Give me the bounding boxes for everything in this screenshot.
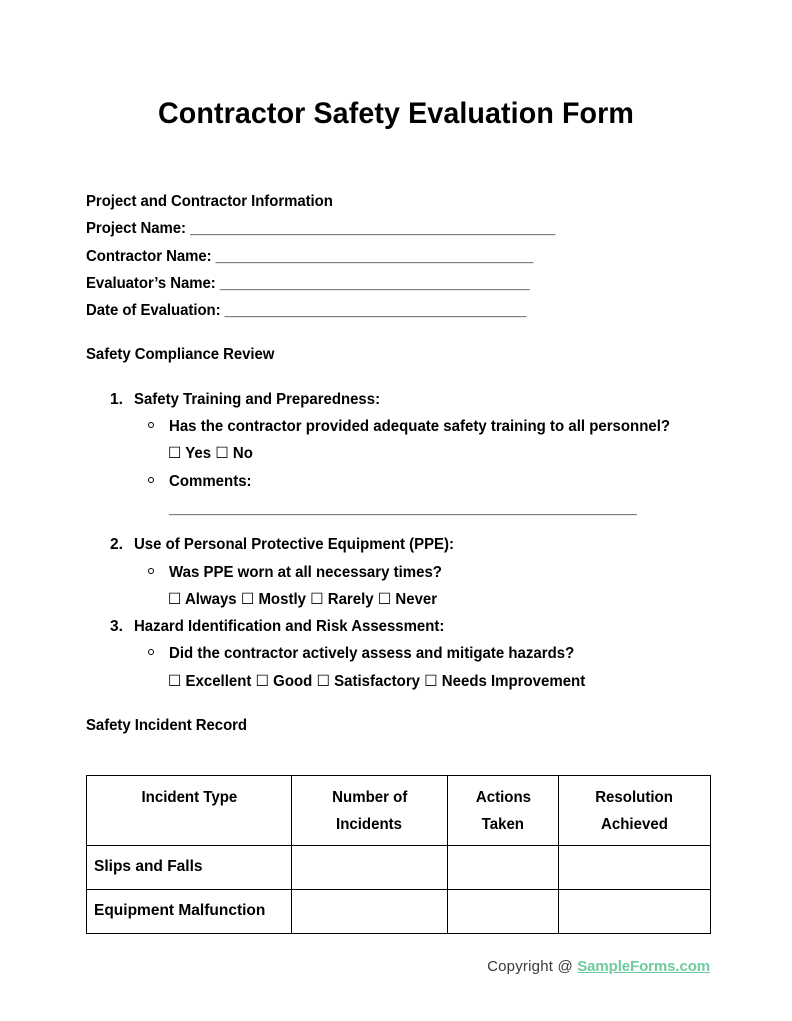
list-item-hazard-identification <box>86 613 726 695</box>
field-project-name <box>86 215 704 242</box>
comments-label-1: Comments: <box>169 472 252 490</box>
list-marker-2: 2. <box>110 536 123 554</box>
checkbox-options-1[interactable]: ☐ Yes ☐ No <box>167 445 253 463</box>
column-header-incident-type: Incident Type <box>87 776 292 846</box>
field-label-evaluator-name: Evaluator’s Name: <box>86 274 216 292</box>
section-heading-incident-record: Safety Incident Record <box>86 717 248 735</box>
comments-rule-1[interactable]: _________________________________________________________ <box>169 499 637 517</box>
question-text-1: Has the contractor provided adequate safety training to all personnel? <box>169 418 671 436</box>
circle-bullet-icon <box>148 568 154 574</box>
row-label-equipment-malfunction: Equipment Malfunction <box>87 890 292 934</box>
sub-item-comments-1 <box>134 468 726 495</box>
list-item-title-2: Use of Personal Protective Equipment (PPE): <box>134 536 455 554</box>
field-label-project-name: Project Name: <box>86 220 186 238</box>
table-row <box>87 846 711 890</box>
field-rule-evaluator-name[interactable]: _______________________________________ <box>219 274 530 292</box>
question-text-2: Was PPE worn at all necessary times? <box>169 563 442 581</box>
document-body <box>86 188 726 739</box>
field-evaluator-name <box>86 270 704 297</box>
spacer <box>86 369 726 386</box>
section-heading-project-info: Project and Contractor Information <box>86 193 333 210</box>
sub-item-question-1 <box>134 413 726 440</box>
section-heading-safety-compliance: Safety Compliance Review <box>86 346 275 364</box>
spacer <box>86 324 726 341</box>
sub-list-1 <box>134 413 726 522</box>
checkbox-group-3[interactable] <box>134 668 707 695</box>
field-contractor-name <box>86 243 704 270</box>
field-label-date-of-evaluation: Date of Evaluation: <box>86 302 221 320</box>
field-date-of-evaluation <box>86 297 704 324</box>
sub-list-3 <box>134 640 726 695</box>
table-header <box>87 776 711 846</box>
checkbox-options-3[interactable]: ☐ Excellent ☐ Good ☐ Satisfactory ☐ Needs Improvement <box>167 672 586 690</box>
cell-number-equipment-malfunction[interactable] <box>292 890 448 934</box>
sampleforms-link[interactable]: SampleForms.com <box>577 958 710 975</box>
cell-actions-slips-and-falls[interactable] <box>448 846 559 890</box>
circle-bullet-icon <box>148 477 154 483</box>
copyright-text: Copyright @ <box>487 958 578 975</box>
list-item-safety-training <box>86 386 726 522</box>
incident-record-table <box>86 775 711 934</box>
row-label-slips-and-falls: Slips and Falls <box>87 846 292 890</box>
spacer <box>86 522 726 531</box>
circle-bullet-icon <box>148 422 154 428</box>
column-header-number-of-incidents: Number of Incidents <box>292 776 448 846</box>
cell-resolution-slips-and-falls[interactable] <box>559 846 711 890</box>
checkbox-group-2[interactable] <box>134 586 707 613</box>
checkbox-options-2[interactable]: ☐ Always ☐ Mostly ☐ Rarely ☐ Never <box>167 590 438 608</box>
column-header-actions-taken: Actions Taken <box>448 776 559 846</box>
cell-number-slips-and-falls[interactable] <box>292 846 448 890</box>
safety-compliance-list <box>86 386 726 695</box>
page-title: Contractor Safety Evaluation Form <box>158 97 634 131</box>
question-text-3: Did the contractor actively assess and mitigate hazards? <box>169 645 575 663</box>
list-item-title-1: Safety Training and Preparedness: <box>134 390 381 408</box>
checkbox-group-1[interactable] <box>134 440 707 467</box>
table-body <box>87 846 711 934</box>
list-item-title-3: Hazard Identification and Risk Assessment: <box>134 618 445 636</box>
footer <box>0 956 710 978</box>
field-rule-date-of-evaluation[interactable]: ______________________________________ <box>224 302 527 320</box>
field-label-contractor-name: Contractor Name: <box>86 247 212 265</box>
list-item-ppe <box>86 531 726 613</box>
list-marker-3: 3. <box>110 618 123 636</box>
field-rule-contractor-name[interactable]: ________________________________________ <box>215 247 534 265</box>
circle-bullet-icon <box>148 649 154 655</box>
sub-item-question-3 <box>134 640 726 667</box>
field-rule-project-name[interactable]: ______________________________________________ <box>190 220 555 238</box>
list-marker-1: 1. <box>110 390 123 408</box>
spacer <box>86 695 726 712</box>
table-header-row <box>87 776 711 846</box>
cell-resolution-equipment-malfunction[interactable] <box>559 890 711 934</box>
sub-list-2 <box>134 559 726 614</box>
sub-item-question-2 <box>134 559 726 586</box>
column-header-resolution-achieved: Resolution Achieved <box>559 776 711 846</box>
cell-actions-equipment-malfunction[interactable] <box>448 890 559 934</box>
table-row <box>87 890 711 934</box>
